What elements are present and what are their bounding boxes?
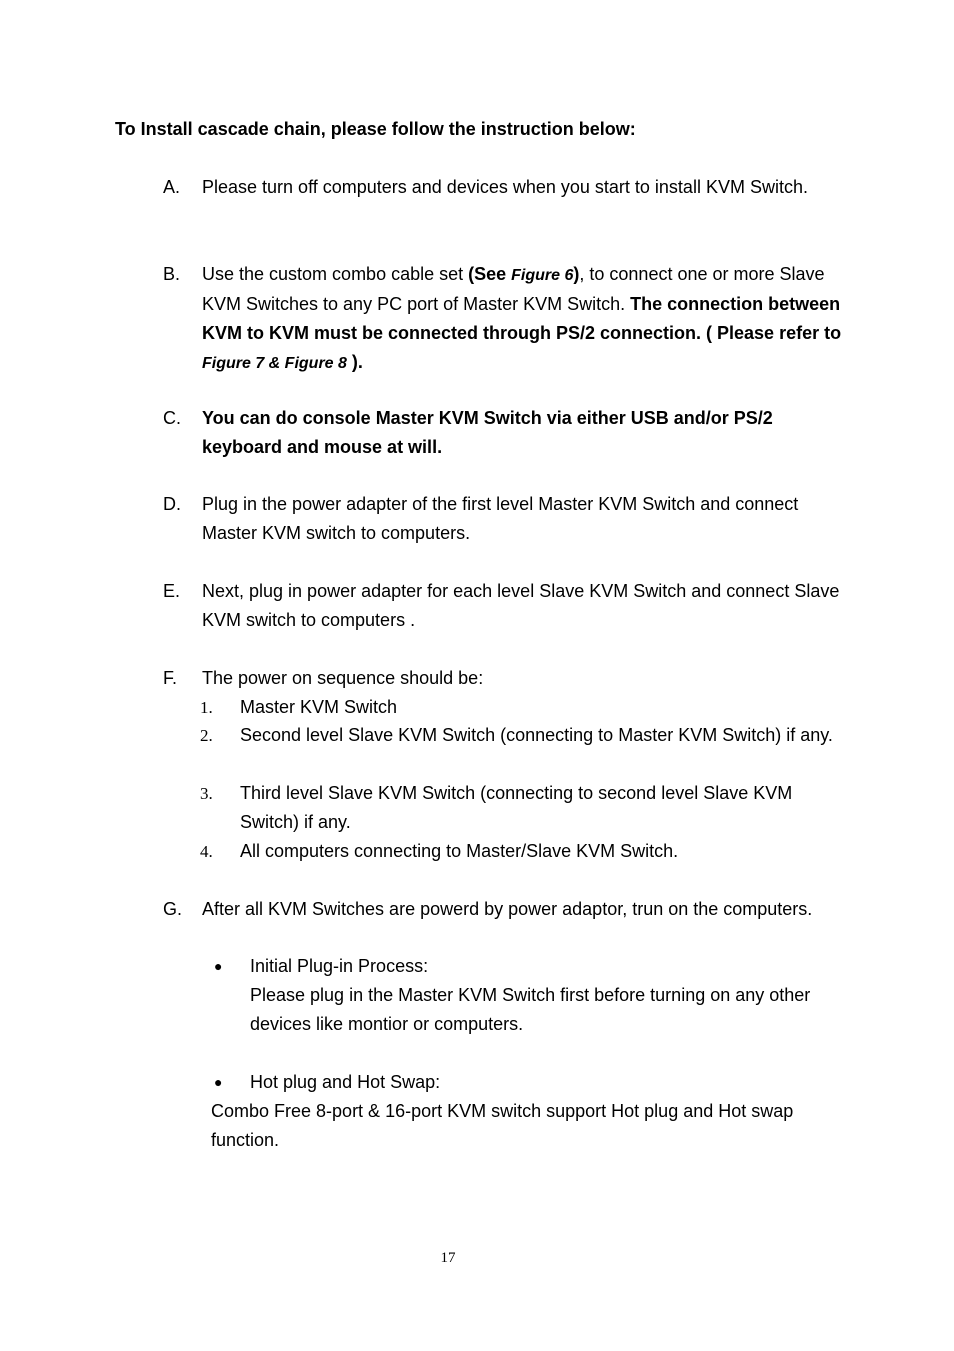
bullet-title: Initial Plug-in Process: [250,956,429,976]
item-letter: F. [163,668,178,688]
item-letter: B. [163,264,181,284]
step-number: 2. [200,726,213,745]
step-number: 1. [200,698,213,717]
page-number: 17 [440,1250,456,1266]
step-number: 3. [200,784,213,803]
bullet-text: Combo Free 8-port & 16-port KVM switch support Hot plug and Hot swap function. [211,1101,794,1150]
text-run-bold: (See [468,264,512,284]
item-text: After all KVM Switches are powerd by power adaptor, trun on the computers. [202,899,813,919]
item-text [202,260,842,378]
item-letter: C. [163,408,181,428]
figure-reference: Figure 6 [511,267,574,284]
text-run-bold: ) [573,264,580,284]
step-text: All computers connecting to Master/Slave KVM Switch. [240,841,679,861]
item-text: The power on sequence should be: [202,668,484,688]
text-run: Use the custom combo cable set [202,264,469,284]
step-text: Third level Slave KVM Switch (connecting to second level Slave KVM Switch) if any. [240,783,793,832]
item-text: Please turn off computers and devices when you start to install KVM Switch. [202,177,808,197]
item-letter: E. [163,581,181,601]
item-text: Plug in the power adapter of the first level Master KVM Switch and connect Master KVM switch to computers. [202,494,799,543]
figure-reference: Figure 7 & Figure 8 [202,355,347,372]
item-text: You can do console Master KVM Switch via either USB and/or PS/2 keyboard and mouse at will. [202,408,773,457]
text-run: , to connect one or more Slave KVM Switches to any PC port of Master KVM Switch. [202,264,825,314]
item-text: Next, plug in power adapter for each level Slave KVM Switch and connect Slave KVM switch to computers . [202,581,840,630]
step-number: 4. [200,842,213,861]
bullet-text: Please plug in the Master KVM Switch first before turning on any other devices like montior or computers. [250,985,811,1034]
item-letter: D. [163,494,181,514]
text-run-bold: ). [346,352,363,372]
item-letter: G. [163,899,183,919]
section-heading: To Install cascade chain, please follow the instruction below: [115,119,636,139]
item-letter: A. [163,177,181,197]
bullet-title: Hot plug and Hot Swap: [250,1072,441,1092]
step-text: Master KVM Switch [240,697,398,717]
step-text: Second level Slave KVM Switch (connecting to Master KVM Switch) if any. [240,725,833,745]
bullet-icon: ● [214,958,223,974]
bullet-icon: ● [214,1074,223,1090]
text-run-bold: The connection between KVM to KVM must be connected through PS/2 connection. ( Please refer to [202,294,842,343]
